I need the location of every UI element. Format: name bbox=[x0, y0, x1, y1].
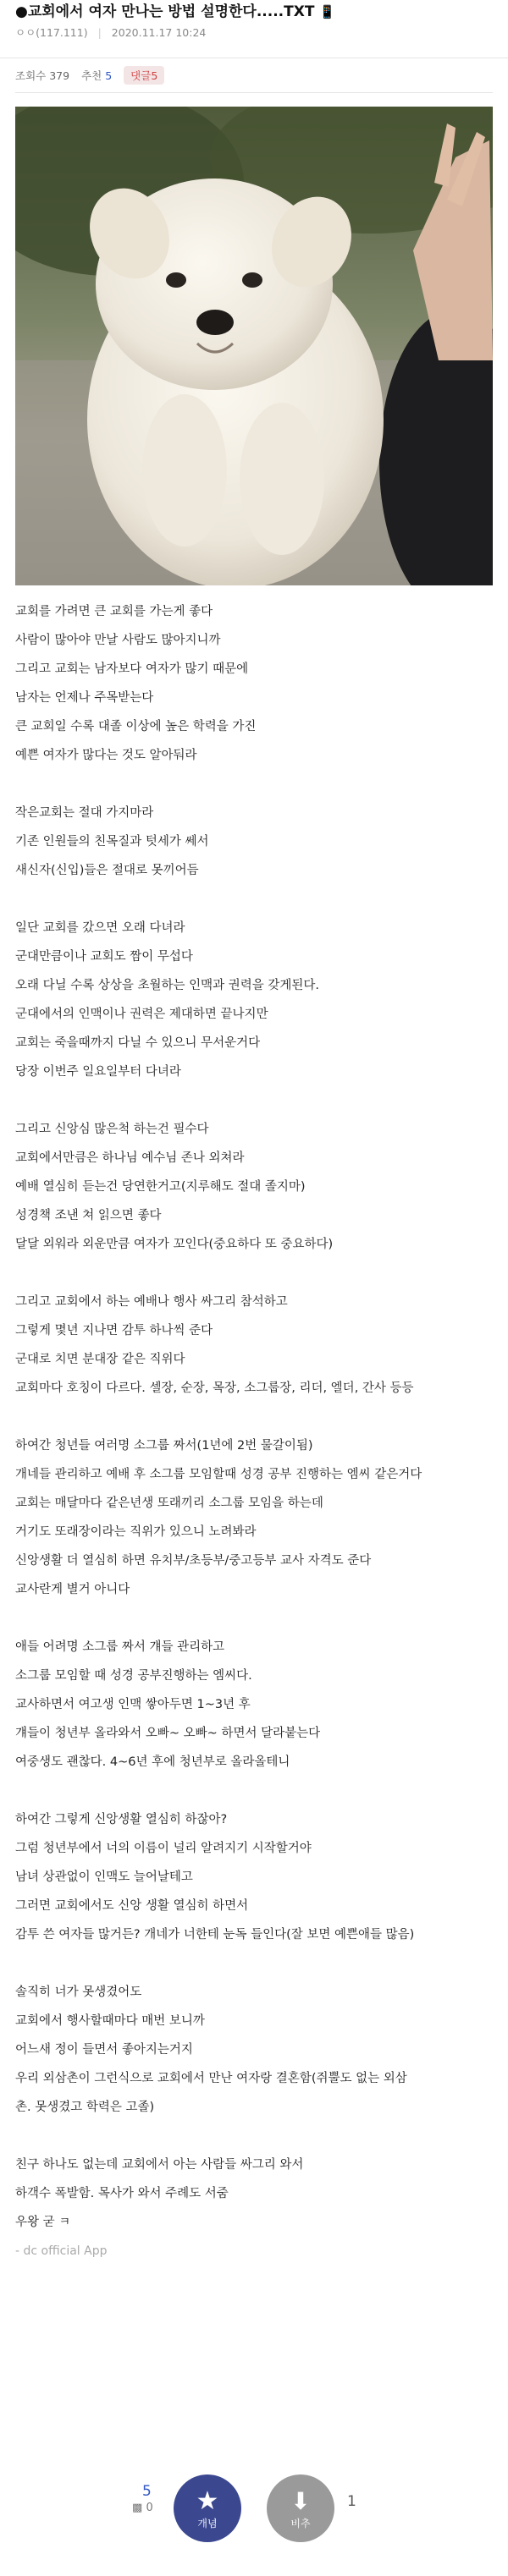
body-line: 교회는 매달마다 같은년생 또래끼리 소그룹 모임을 하는데 bbox=[15, 1497, 323, 1510]
body-line: 기존 인원들의 친목질과 텃세가 쎄서 bbox=[15, 835, 209, 849]
puppy-photo bbox=[15, 107, 493, 585]
paragraph-gap bbox=[15, 1403, 493, 1431]
body-line: 성경책 조낸 쳐 읽으면 좋다 bbox=[15, 1209, 162, 1222]
body-line: 우왕 굳 ㅋ bbox=[15, 2216, 71, 2229]
stats-divider bbox=[15, 92, 493, 93]
post-title-text: ●교회에서 여자 만나는 방법 설명한다.....TXT bbox=[15, 3, 315, 20]
body-line: 우리 외삼촌이 그런식으로 교회에서 만난 여자랑 결혼함(쥐뿔도 없는 외삼 bbox=[15, 2072, 407, 2085]
recommend-count: 5 bbox=[142, 2483, 152, 2500]
body-line: 그러면 교회에서도 신앙 생활 열심히 하면서 bbox=[15, 1899, 249, 1913]
body-line: 솔직히 너가 못생겼어도 bbox=[15, 1986, 142, 1999]
paragraph-gap bbox=[15, 770, 493, 799]
paragraph-gap bbox=[15, 1777, 493, 1805]
author[interactable]: ㅇㅇ(117.111) bbox=[15, 26, 88, 39]
body-line: 소그룹 모임할 때 성경 공부진행하는 엠씨다. bbox=[15, 1669, 252, 1683]
body-line: 하여간 그렇게 신앙생활 열심히 하잖아? bbox=[15, 1813, 228, 1826]
downvote-button[interactable] bbox=[267, 2474, 334, 2542]
body-line: 교회에서 행사할때마다 매번 보니까 bbox=[15, 2014, 205, 2028]
paragraph-gap bbox=[15, 1086, 493, 1115]
fixed-recommend bbox=[132, 2502, 153, 2514]
body-line: 그렇게 몇년 지나면 감투 하나씩 준다 bbox=[15, 1324, 213, 1337]
body-line: 개네들 관리하고 예배 후 소그룹 모임할때 성경 공부 진행하는 엠씨 같은거다 bbox=[15, 1468, 422, 1481]
body-line: 하여간 청년들 여러명 소그룹 짜서(1년에 2번 물갈이됨) bbox=[15, 1439, 313, 1453]
comments-badge[interactable] bbox=[124, 66, 164, 85]
recommend-stat-label: 추천 bbox=[81, 69, 102, 82]
vote-footer bbox=[0, 2474, 508, 2559]
post-body bbox=[0, 585, 508, 2266]
body-line: 예쁜 여자가 많다는 것도 알아둬라 bbox=[15, 749, 197, 762]
body-line: 군대만큼이나 교회도 짬이 무섭다 bbox=[15, 950, 193, 964]
body-line: 교회는 죽을때까지 다닐 수 있으니 무서운거다 bbox=[15, 1036, 261, 1050]
body-line: 애들 어려명 소그룹 짜서 걔들 관리하고 bbox=[15, 1640, 225, 1654]
body-line: 교회에서만큼은 하나님 예수님 존나 외쳐라 bbox=[15, 1151, 245, 1165]
body-line: 작은교회는 절대 가지마라 bbox=[15, 806, 154, 820]
post-stats bbox=[0, 58, 508, 92]
body-line: 달달 외워라 외운만큼 여자가 꼬인다(중요하다 또 중요하다) bbox=[15, 1238, 334, 1251]
body-line: 그리고 신앙심 많은척 하는건 필수다 bbox=[15, 1123, 209, 1136]
paragraph-gap bbox=[15, 1949, 493, 1978]
paragraph-gap bbox=[15, 1604, 493, 1633]
body-line: 예배 열심히 듣는건 당연한거고(지루해도 절대 졸지마) bbox=[15, 1180, 306, 1194]
body-line: 그리고 교회에서 하는 예배나 행사 싸그리 참석하고 bbox=[15, 1295, 288, 1309]
body-line: 그리고 교회는 남자보다 여자가 많기 때문에 bbox=[15, 662, 249, 676]
body-line: 신앙생활 더 열심히 하면 유치부/초등부/중고등부 교사 자격도 준다 bbox=[15, 1554, 372, 1568]
post-title bbox=[15, 0, 493, 24]
body-line: 그럼 청년부에서 너의 이름이 널리 알려지기 시작할거야 bbox=[15, 1842, 312, 1855]
body-line: 군대에서의 인맥이나 권력은 제대하면 끝나지만 bbox=[15, 1008, 268, 1021]
body-line: 하객수 폭발함. 목사가 와서 주례도 서줌 bbox=[15, 2187, 229, 2200]
fixed-icon: ▩ bbox=[132, 2502, 143, 2514]
body-line: 촌. 못생겼고 학력은 고졸) bbox=[15, 2101, 155, 2114]
recommend-stat bbox=[81, 68, 112, 83]
body-line: 걔들이 청년부 올라와서 오빠~ 오빠~ 하면서 달라붙는다 bbox=[15, 1727, 321, 1740]
post-date: 2020.11.17 10:24 bbox=[111, 26, 207, 39]
post-header bbox=[0, 0, 508, 42]
comments-badge-label: 댓글 bbox=[130, 69, 152, 82]
body-line: 당장 이번주 일요일부터 다녀라 bbox=[15, 1065, 181, 1079]
body-line: 교사란게 별거 아니다 bbox=[15, 1583, 130, 1596]
body-line: 여중생도 괜찮다. 4~6년 후에 청년부로 올라올테니 bbox=[15, 1755, 290, 1769]
body-line: 큰 교회일 수록 대졸 이상에 높은 학력을 가진 bbox=[15, 720, 257, 733]
body-line: 교회마다 호칭이 다르다. 셀장, 순장, 목장, 소그룹장, 리더, 엘더, 간사 등등 bbox=[15, 1381, 414, 1395]
meta-divider: | bbox=[97, 26, 102, 39]
paragraph-gap bbox=[15, 1259, 493, 1288]
post-meta bbox=[15, 24, 493, 42]
body-line: 감투 쓴 여자들 많거든? 개네가 너한테 눈독 들인다(잘 보면 예쁜애들 많음) bbox=[15, 1928, 415, 1942]
downvote-button-label: 비추 bbox=[290, 2517, 311, 2529]
body-line: 사람이 많아야 만날 사람도 많아지니까 bbox=[15, 634, 221, 647]
paragraph-gap bbox=[15, 885, 493, 914]
body-line: 남자는 언제나 주목받는다 bbox=[15, 691, 154, 705]
app-signature: - dc official App bbox=[15, 2244, 108, 2258]
puppy-illustration bbox=[15, 107, 493, 585]
body-line: 친구 하나도 없는데 교회에서 아는 사람들 싸그리 와서 bbox=[15, 2158, 304, 2172]
star-icon: ★ bbox=[196, 2485, 219, 2516]
body-line: 오래 다닐 수록 상상을 초월하는 인맥과 권력을 갖게된다. bbox=[15, 979, 320, 992]
body-line: 일단 교회를 갔으면 오래 다녀라 bbox=[15, 921, 185, 935]
body-line: 교사하면서 여고생 인맥 쌓아두면 1~3년 후 bbox=[15, 1698, 251, 1711]
body-line: 군대로 치면 분대장 같은 직위다 bbox=[15, 1353, 185, 1366]
fixed-count: 0 bbox=[146, 2502, 153, 2514]
recommend-stat-count: 5 bbox=[105, 69, 113, 82]
body-line: 거기도 또래장이라는 직위가 있으니 노려봐라 bbox=[15, 1525, 257, 1539]
body-line: 새신자(신입)들은 절대로 못끼어듬 bbox=[15, 864, 199, 877]
phone-icon: 📱 bbox=[319, 4, 336, 19]
recommend-button-label: 개념 bbox=[197, 2517, 218, 2529]
arrow-down-icon: ⬇ bbox=[290, 2486, 311, 2515]
comments-badge-count: 5 bbox=[151, 69, 158, 82]
body-line: 교회를 가려면 큰 교회를 가는게 좋다 bbox=[15, 605, 213, 618]
downvote-count: 1 bbox=[347, 2493, 356, 2510]
body-line: 어느새 정이 들면서 좋아지는거지 bbox=[15, 2043, 193, 2057]
views-count: 조회수 379 bbox=[15, 69, 70, 82]
body-line: 남녀 상관없이 인맥도 늘어날테고 bbox=[15, 1870, 193, 1884]
paragraph-gap bbox=[15, 2122, 493, 2150]
recommend-button[interactable] bbox=[174, 2474, 241, 2542]
